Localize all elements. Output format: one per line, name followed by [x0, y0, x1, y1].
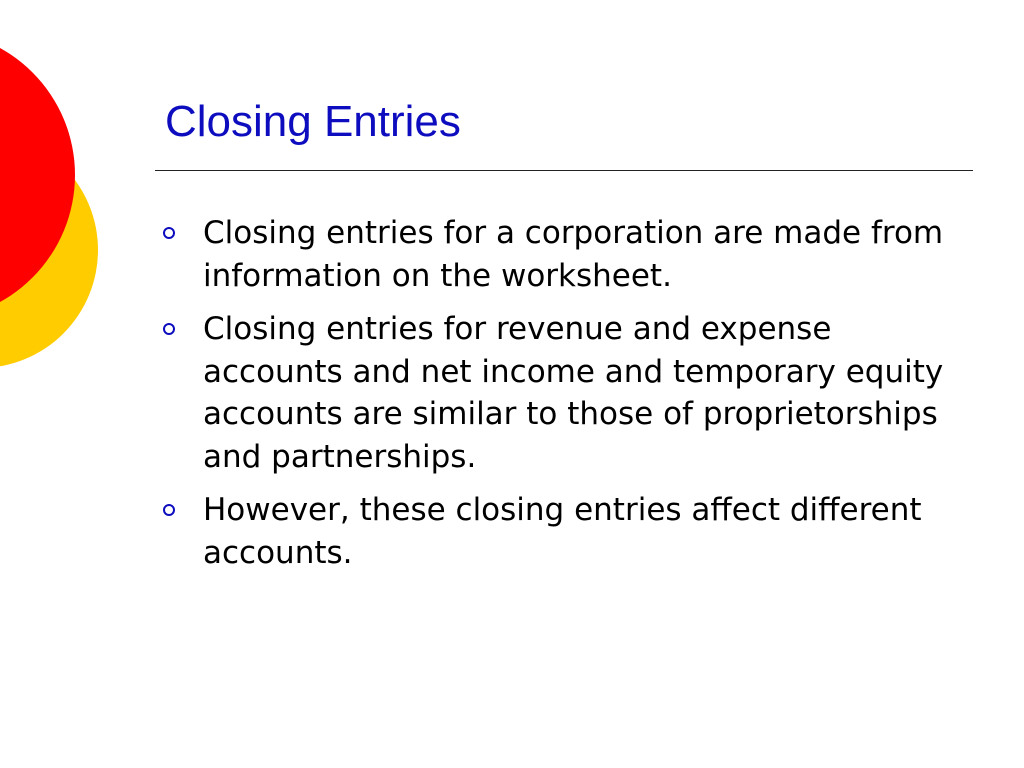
bullet-item — [163, 308, 973, 478]
bullet-text: Closing entries for revenue and expense accounts and net income and temporary equity accounts are similar to those of proprietorships and partnerships. — [203, 311, 944, 475]
hollow-circle-bullet-icon — [163, 227, 175, 239]
bullet-text: However, these closing entries affect different accounts. — [203, 492, 922, 571]
bullet-text: Closing entries for a corporation are made from information on the worksheet. — [203, 215, 944, 294]
bullet-list — [163, 212, 973, 585]
hollow-circle-bullet-icon — [163, 504, 175, 516]
slide-title: Closing Entries — [165, 97, 461, 146]
title-divider — [155, 170, 973, 171]
red-yellow-circles-decoration — [0, 0, 110, 420]
bullet-item — [163, 212, 973, 297]
hollow-circle-bullet-icon — [163, 323, 175, 335]
bullet-item — [163, 489, 973, 574]
